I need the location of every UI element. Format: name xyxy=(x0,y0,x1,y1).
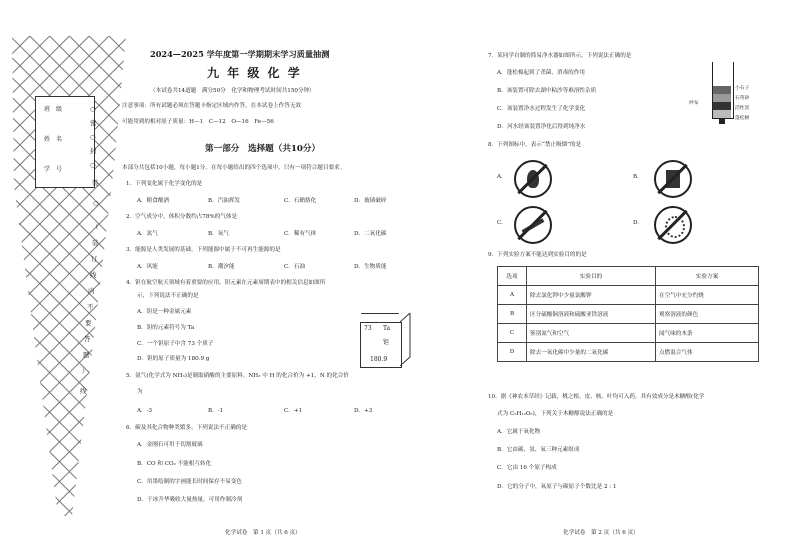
binding-char: 内 xyxy=(88,287,95,295)
prohibit-slash xyxy=(517,164,547,194)
element-cell-top xyxy=(361,313,399,322)
q4-option: D．钽的原子质量为 180.9 g xyxy=(137,356,210,362)
student-id-field[interactable]: 学 号 xyxy=(36,157,94,187)
experiment-table xyxy=(497,266,759,362)
element-number: 73 xyxy=(364,325,372,332)
binding-char: 要 xyxy=(85,319,92,327)
q10-option: C．它由 16 个原子构成 xyxy=(497,465,557,471)
q2-stem: 2．空气成分中，体积分数约占78%的气体是 xyxy=(126,214,238,220)
table-header: 选项 xyxy=(498,267,527,286)
q6-stem: 6．碳及其化合物种类繁多，下列说法不正确的是 xyxy=(126,425,248,431)
table-cell: B xyxy=(498,305,527,324)
binding-char: 不 xyxy=(87,303,94,311)
page-footer-left: 化学试卷 第 1 页（共 6 页） xyxy=(225,530,301,536)
table-row xyxy=(498,324,759,343)
q7-option: C．该装置净水过程发生了化学变化 xyxy=(497,106,586,112)
prohibit-slash xyxy=(657,164,687,194)
q6-option: B．CO 和 CO₂ 不能相互转化 xyxy=(137,461,212,467)
q7-stem: 7．某同学自制的简易净水器如图所示，下列说法正确的是 xyxy=(488,53,632,59)
q4-option: C．一个钽原子中含 73 个质子 xyxy=(137,341,214,347)
table-cell: 观察溶液的颜色 xyxy=(656,305,759,324)
no-fireworks-sign-icon xyxy=(654,206,692,244)
q4-option: B．钽的元素符号为 Ta xyxy=(137,325,195,331)
q8-option: C. xyxy=(497,220,503,226)
q3-option: B．潮汐能 xyxy=(208,264,235,270)
binding-char: 订 xyxy=(91,255,98,263)
binding-char: 线 xyxy=(90,271,97,279)
binding-char: ○ xyxy=(90,105,96,113)
q1-option: C．石蜡熔化 xyxy=(284,198,317,204)
q2-option: B．氧气 xyxy=(208,231,229,237)
q5-option: C．+1 xyxy=(284,408,303,414)
filter-layer xyxy=(713,102,731,110)
filter-layer xyxy=(713,110,731,118)
element-cell-depth xyxy=(400,313,412,367)
exam-title: 2024—2025 学年度第一学期期末学习质量抽测 xyxy=(150,49,330,59)
q5-option: D．+3 xyxy=(354,408,373,414)
table-cell: 闻气味的木条 xyxy=(656,324,759,343)
q5-stem: 5．氨气(化学式为 NH₃)是制取硝酸的主要原料。NH₃ 中 H 的化合价为 +1，N 的化合价 xyxy=(126,373,349,379)
q5-stem-cont: 为 xyxy=(137,389,143,395)
binding-char: ○ xyxy=(90,161,96,169)
table-header-row xyxy=(498,267,759,286)
q1-option: A．粮食酿酒 xyxy=(137,198,170,204)
binding-char: 线 xyxy=(80,387,87,395)
table-row xyxy=(498,343,759,362)
element-mass: 180.9 xyxy=(370,356,388,363)
q1-option: D．玻璃破碎 xyxy=(354,198,387,204)
binding-char: 封 xyxy=(90,147,97,155)
filter-outlet xyxy=(719,118,725,124)
q8-option: A. xyxy=(497,174,503,180)
q4-option: A．钽是一种金属元素 xyxy=(137,309,192,315)
binding-char: ） xyxy=(82,367,89,375)
water-filter-diagram xyxy=(712,62,732,122)
q10-stem-cont: 式为 C₅H₁₂O₅)，下列关于木糖醇说法正确的是 xyxy=(497,411,614,417)
no-fire-sign-icon xyxy=(514,160,552,198)
filter-label: 小石子 xyxy=(735,86,750,91)
q1-option: B．汽油挥发 xyxy=(208,198,241,204)
q10-option: A．它属于氧化物 xyxy=(497,429,541,435)
q2-option: D．二氧化碳 xyxy=(354,231,387,237)
q2-option: A．氮气 xyxy=(137,231,158,237)
q4-stem-cont: 示，下列说法不正确的是 xyxy=(137,293,199,299)
section-intro: 本部分共包括10小题，每小题1分。在每小题给出的四个选项中，只有一项符合题目要求。 xyxy=(122,165,346,171)
name-field[interactable]: 姓 名 xyxy=(36,127,94,158)
q6-option: C．用墨绘制的字画能长时间保存不易变色 xyxy=(137,479,242,485)
table-header: 实验目的 xyxy=(527,267,656,286)
table-cell: 点燃混合气体 xyxy=(656,343,759,362)
binding-char: ○ xyxy=(90,133,96,141)
q3-option: C．石油 xyxy=(284,264,306,270)
q5-option: A．-3 xyxy=(137,408,153,414)
q3-option: D．生物质能 xyxy=(354,264,387,270)
filter-label: 石英砂 xyxy=(735,96,750,101)
table-cell: 区分硫酸铜溶液和硫酸亚铁溶液 xyxy=(527,305,656,324)
q8-stem: 8．下列图标中，表示“禁止吸烟”的是 xyxy=(488,142,582,148)
filter-label-gauze: 纱布 xyxy=(689,101,699,106)
q7-option: D．河水经该装置净化后得到纯净水 xyxy=(497,124,586,130)
q2-option: C．稀有气体 xyxy=(284,231,317,237)
q9-stem: 9．下列实验方案不能达到实验目的的是 xyxy=(488,252,587,258)
filter-layer xyxy=(713,94,731,102)
notice: 注意事项：所有试题必须在答题卡指定区域内作答，在本试卷上作答无效 xyxy=(122,103,302,109)
page-footer-right: 化学试卷 第 2 页（共 6 页） xyxy=(563,530,639,536)
q7-option: B．该装置可除去湖中粘沙等难溶性杂质 xyxy=(497,88,597,94)
q3-stem: 3．能源是人类发展的基础，下列能源中属于不可再生能源的是 xyxy=(126,247,281,253)
no-trash-sign-icon xyxy=(654,160,692,198)
prohibit-slash xyxy=(517,210,547,240)
q10-option: D．它的分子中，氧原子与碳原子个数比是 2 : 1 xyxy=(497,484,617,490)
exam-info: （本试卷共14道题 满分50分 化学和物理考试时间共150分钟） xyxy=(150,88,315,94)
element-symbol: Ta xyxy=(383,325,391,332)
table-cell: 在空气中充分灼烧 xyxy=(656,286,759,305)
table-cell: 除去一氧化碳中少量的二氧化碳 xyxy=(527,343,656,362)
binding-char: 密 xyxy=(90,119,97,127)
element-cell xyxy=(360,322,402,368)
table-header: 实验方案 xyxy=(656,267,759,286)
q6-option: A．金刚石可用于切割玻璃 xyxy=(137,442,203,448)
q4-stem: 4．钽在航空航天领域有着重要的应用，钽元素在元素周期表中的相关信息如图所 xyxy=(126,280,326,286)
table-cell: D xyxy=(498,343,527,362)
q1-stem: 1．下列变化属于化学变化的是 xyxy=(126,181,203,187)
table-row xyxy=(498,286,759,305)
binding-char: ○ xyxy=(93,199,99,207)
filter-layer xyxy=(713,86,731,94)
section-title: 第一部分 选择题（共10分） xyxy=(205,144,321,154)
q5-option: B．-1 xyxy=(208,408,224,414)
q10-stem: 10．据《神农本草经》记载，桃之根、皮、核、叶均可入药，其有效成分是木糖醇(化学 xyxy=(488,394,705,400)
no-smoking-sign-icon xyxy=(514,206,552,244)
element-name: 钽 xyxy=(383,339,390,346)
table-cell: A xyxy=(498,286,527,305)
binding-char: 装 xyxy=(92,239,99,247)
binding-char: 装 xyxy=(92,179,99,187)
q7-option: A．蓬松棉起到了杀菌、消毒的作用 xyxy=(497,70,585,76)
binding-char: 题 xyxy=(83,351,90,359)
filter-label: 蓬松棉 xyxy=(735,116,750,121)
binding-strip xyxy=(10,36,130,516)
table-row xyxy=(498,305,759,324)
table-cell: 除去氯化钾中少量氯酸钾 xyxy=(527,286,656,305)
table-cell: C xyxy=(498,324,527,343)
q6-option: D．干冰升华吸收大量热量，可用作制冷剂 xyxy=(137,497,243,503)
atomic-mass-info: 可能用到的相对原子质量：H—1 C—12 O—16 Fe—56 xyxy=(122,119,274,125)
binding-char: 答 xyxy=(84,335,91,343)
class-field[interactable]: 班 级 xyxy=(36,97,94,128)
binding-char: （ xyxy=(92,223,99,231)
student-info-box xyxy=(35,96,95,188)
grade-title: 九 年 级 化 学 xyxy=(207,66,302,80)
table-cell: 鉴别氮气和空气 xyxy=(527,324,656,343)
q8-option: D. xyxy=(633,220,640,226)
filter-label: 活性炭 xyxy=(735,106,750,111)
q8-option: B. xyxy=(633,174,639,180)
q3-option: A．风能 xyxy=(137,264,158,270)
q10-option: B．它由碳、氢、氧三种元素组成 xyxy=(497,447,580,453)
